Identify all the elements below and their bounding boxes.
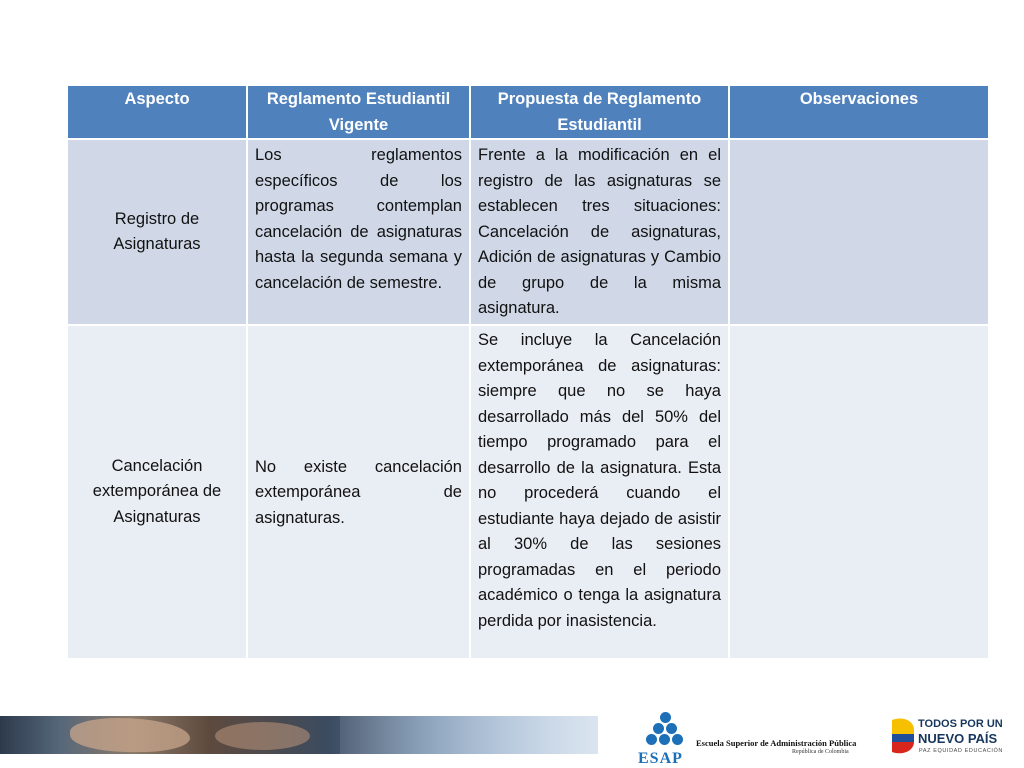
document-image — [340, 716, 598, 754]
header-observaciones: Observaciones — [729, 85, 989, 139]
header-aspecto: Aspecto — [67, 85, 247, 139]
cell-vigente: No existe cancelación extemporánea de asignaturas. — [247, 325, 470, 659]
esap-country: República de Colombia — [792, 749, 849, 755]
cell-aspecto: Registro de Asignaturas — [67, 139, 247, 325]
hand-image — [70, 718, 190, 752]
header-reglamento-vigente: Reglamento Estudiantil Vigente — [247, 85, 470, 139]
todos-por-un-nuevo-pais-logo — [888, 714, 1018, 764]
table-row — [67, 139, 989, 325]
cell-vigente: Los reglamentos específicos de los programas contemplan cancelación de asignaturas hasta la segunda semana y cancelación de semestre. — [247, 139, 470, 325]
gov-slogan-line1: TODOS POR UN — [918, 718, 1003, 730]
cell-observaciones — [729, 139, 989, 325]
esap-wordmark: ESAP — [638, 750, 683, 767]
table-header-row — [67, 85, 989, 139]
cell-propuesta: Se incluye la Cancelación extemporánea de asignaturas: siempre que no se haya desarrollado más del 50% del tiempo programado para el desarrollo de la asignatura. Esta no procederá cuando el estudiante haya dejado de asistir al 30% de las sesiones programadas en el periodo académico o tenga la asignatura perdida por inasistencia. — [470, 325, 729, 659]
colombia-flag-icon — [888, 716, 916, 756]
hand-image — [215, 722, 310, 750]
cell-aspecto: Cancelación extemporánea de Asignaturas — [67, 325, 247, 659]
header-propuesta-reglamento: Propuesta de Reglamento Estudiantil — [470, 85, 729, 139]
esap-logo — [636, 710, 856, 768]
esap-institution-name: Escuela Superior de Administración Pública — [696, 738, 857, 748]
footer-bar — [0, 716, 1024, 768]
gov-slogan-line3: PAZ EQUIDAD EDUCACIÓN — [919, 748, 1004, 754]
table-row — [67, 325, 989, 659]
comparison-table — [66, 84, 990, 660]
footer-photo-banner — [0, 716, 598, 754]
cell-observaciones — [729, 325, 989, 659]
cell-propuesta: Frente a la modificación en el registro de las asignaturas se establecen tres situaciones: Cancelación de asignaturas, Adición de asignaturas y Cambio de grupo de la misma asignatura. — [470, 139, 729, 325]
gov-slogan-line2: NUEVO PAÍS — [918, 731, 998, 746]
